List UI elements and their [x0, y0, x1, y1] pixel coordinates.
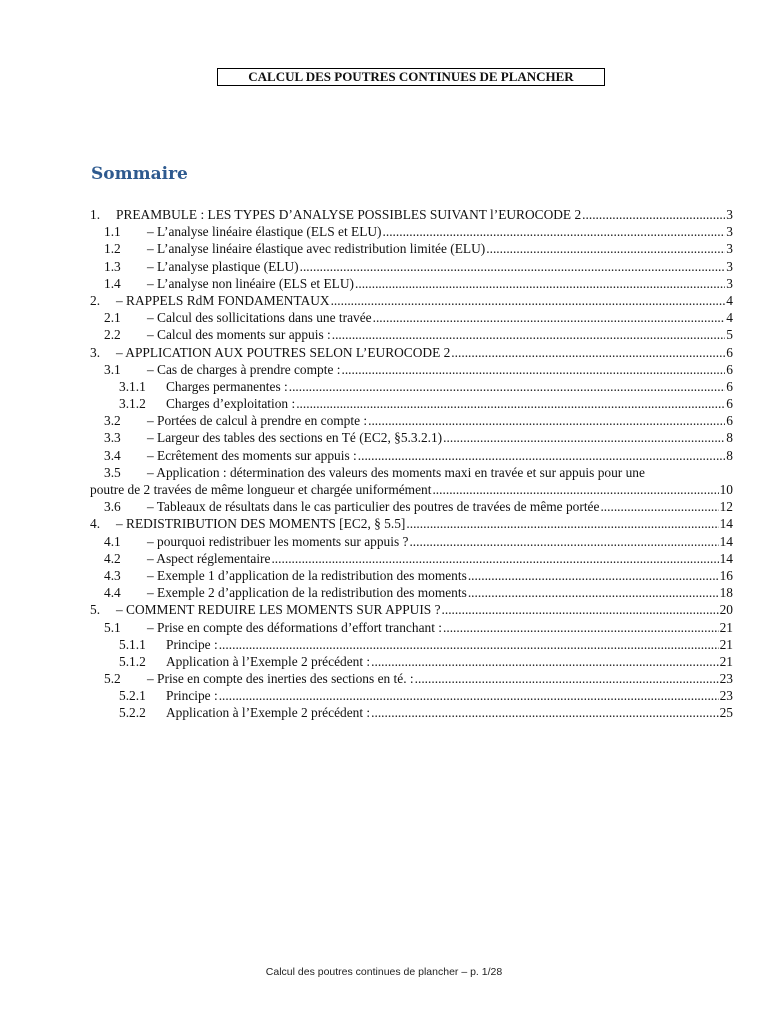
document-title: CALCUL DES POUTRES CONTINUES DE PLANCHER	[217, 68, 605, 86]
toc-dot-leader	[300, 258, 726, 275]
toc-entry-number: 2.	[90, 292, 101, 308]
toc-entry-number: 3.1.1	[119, 378, 146, 394]
toc-entry[interactable]	[90, 687, 733, 704]
toc-dot-leader	[331, 292, 726, 309]
toc-dot-leader	[415, 670, 719, 687]
toc-entry-text: PREAMBULE : LES TYPES D’ANALYSE POSSIBLES SUIVANT l’EUROCODE 2	[116, 207, 582, 222]
toc-entry[interactable]	[90, 309, 733, 326]
toc-dot-leader	[371, 653, 718, 670]
toc-dot-leader	[358, 447, 726, 464]
toc-entry[interactable]	[90, 550, 733, 567]
toc-dot-leader	[373, 309, 726, 326]
toc-entry-number: 4.3	[104, 567, 121, 583]
toc-entry[interactable]	[90, 704, 733, 721]
toc-entry-number: 3.1	[104, 361, 121, 377]
toc-entry-number: 5.1.1	[119, 636, 146, 652]
toc-entry[interactable]	[90, 361, 733, 378]
toc-dot-leader	[442, 601, 719, 618]
toc-entry-text: – Aspect réglementaire	[147, 550, 271, 566]
toc-dot-leader	[355, 275, 725, 292]
toc-entry-number: 3.	[90, 344, 101, 360]
toc-entry[interactable]	[90, 515, 733, 532]
toc-dot-leader	[486, 240, 725, 257]
toc-entry[interactable]	[90, 567, 733, 584]
toc-entry-number: 3.3	[104, 430, 121, 446]
toc-entry[interactable]	[90, 619, 733, 636]
toc-entry-text: – Prise en compte des déformations d’effort tranchant :	[147, 619, 442, 635]
toc-entry-text: – L’analyse linéaire élastique avec redistribution limitée (ELU)	[147, 241, 486, 257]
toc-dot-leader	[219, 636, 719, 653]
toc-entry-text: – pourquoi redistribuer les moments sur appuis ?	[147, 533, 409, 549]
toc-entry-page: 3	[726, 207, 733, 222]
toc-entry-number: 2.2	[104, 327, 121, 343]
toc-entry-page: 14	[719, 516, 733, 532]
toc-entry-number: 3.2	[104, 413, 121, 429]
toc-entry-text: – COMMENT REDUIRE LES MOMENTS SUR APPUIS ?	[116, 602, 441, 618]
toc-dot-leader	[383, 223, 726, 240]
toc-dot-leader	[271, 550, 718, 567]
toc-entry-page: 16	[719, 567, 733, 583]
toc-entry[interactable]	[90, 464, 733, 481]
toc-entry-text: – L’analyse plastique (ELU)	[147, 258, 299, 274]
toc-entry-number: 4.2	[104, 550, 121, 566]
toc-entry-number: 1.2	[104, 241, 121, 257]
toc-entry-number: 1.4	[104, 275, 121, 291]
toc-entry-page: 14	[719, 533, 733, 549]
toc-entry-text: – Largeur des tables des sections en Té (EC2, §5.3.2.1)	[147, 430, 443, 446]
toc-entry-page: 25	[719, 705, 733, 721]
toc-entry-text: Application à l’Exemple 2 précédent :	[166, 705, 371, 721]
toc-entry[interactable]	[90, 292, 733, 309]
toc-entry-text: – REDISTRIBUTION DES MOMENTS [EC2, § 5.5]	[116, 516, 406, 532]
toc-entry-page: 8	[726, 447, 733, 463]
toc-entry-text: Principe :	[166, 688, 218, 704]
toc-entry-number: 1.3	[104, 258, 121, 274]
toc-entry-text-continued: poutre de 2 travées de même longueur et chargée uniformément	[90, 482, 432, 497]
toc-entry-page: 3	[726, 241, 733, 257]
toc-entry-page: 3	[726, 258, 733, 274]
toc-entry-number: 4.	[90, 516, 101, 532]
toc-heading: Sommaire	[91, 164, 188, 184]
toc-dot-leader	[409, 533, 718, 550]
toc-entry-text: – Calcul des sollicitations dans une travée	[147, 310, 372, 326]
toc-dot-leader	[368, 412, 725, 429]
toc-entry[interactable]	[90, 378, 733, 395]
toc-entry[interactable]	[90, 670, 733, 687]
toc-entry-number: 1.1	[104, 224, 121, 240]
toc-entry-page: 6	[726, 378, 733, 394]
toc-entry-text: – RAPPELS RdM FONDAMENTAUX	[116, 292, 330, 308]
toc-entry-number: 3.6	[104, 499, 121, 515]
toc-dot-leader	[341, 361, 725, 378]
toc-entry[interactable]	[90, 240, 733, 257]
toc-dot-leader	[468, 584, 719, 601]
toc-entry-page: 21	[719, 653, 733, 669]
toc-entry-text: – Tableaux de résultats dans le cas particulier des poutres de travées de même portée	[147, 499, 600, 515]
toc-dot-leader	[219, 687, 719, 704]
toc-entry-page: 12	[719, 499, 733, 515]
toc-entry[interactable]	[90, 223, 733, 240]
toc-entry-page: 6	[726, 396, 733, 412]
toc-entry[interactable]	[90, 584, 733, 601]
toc-entry-number: 4.1	[104, 533, 121, 549]
toc-entry-page: 14	[719, 550, 733, 566]
toc-entry-page: 5	[726, 327, 733, 343]
toc-entry-text: Principe :	[166, 636, 218, 652]
table-of-contents	[90, 206, 733, 722]
toc-entry-number: 3.1.2	[119, 396, 146, 412]
page-footer: Calcul des poutres continues de plancher – p. 1/28	[265, 966, 503, 978]
toc-entry-text: – APPLICATION AUX POUTRES SELON L’EUROCODE 2	[116, 344, 451, 360]
toc-entry-number: 4.4	[104, 585, 121, 601]
toc-entry-text: – Cas de charges à prendre compte :	[147, 361, 341, 377]
toc-entry[interactable]	[90, 258, 733, 275]
toc-entry[interactable]	[90, 601, 733, 618]
toc-entry[interactable]	[90, 395, 733, 412]
toc-entry[interactable]	[90, 412, 733, 429]
toc-dot-leader	[432, 481, 718, 498]
toc-entry-page: 4	[726, 292, 733, 308]
toc-entry-page: 20	[719, 602, 733, 618]
toc-entry-page: 6	[726, 361, 733, 377]
toc-entry-number: 2.1	[104, 310, 121, 326]
toc-entry-text: – Calcul des moments sur appuis :	[147, 327, 331, 343]
toc-entry-text: Charges permanentes :	[166, 378, 288, 394]
toc-dot-leader	[600, 498, 718, 515]
toc-entry[interactable]	[90, 275, 733, 292]
toc-dot-leader	[296, 395, 725, 412]
toc-entry[interactable]	[90, 653, 733, 670]
toc-dot-leader	[582, 206, 725, 223]
toc-entry[interactable]	[90, 533, 733, 550]
toc-dot-leader	[468, 567, 719, 584]
toc-entry-number: 5.1.2	[119, 653, 146, 669]
toc-entry-text: – Application : détermination des valeurs des moments maxi en travée et sur appuis pour une	[147, 464, 645, 480]
toc-entry-page: 10	[719, 482, 733, 497]
toc-entry-number: 5.	[90, 602, 101, 618]
toc-entry-page: 23	[719, 688, 733, 704]
toc-entry-page: 21	[719, 636, 733, 652]
toc-entry-number: 5.1	[104, 619, 121, 635]
toc-entry-text: Charges d’exploitation :	[166, 396, 296, 412]
toc-entry-text: – Ecrêtement des moments sur appuis :	[147, 447, 357, 463]
toc-entry-page: 4	[726, 310, 733, 326]
toc-entry-number: 5.2.1	[119, 688, 146, 704]
toc-entry[interactable]	[90, 636, 733, 653]
toc-dot-leader	[443, 429, 725, 446]
toc-dot-leader	[443, 619, 719, 636]
toc-dot-leader	[371, 704, 718, 721]
toc-entry[interactable]	[90, 344, 733, 361]
toc-entry-text: – Portées de calcul à prendre en compte :	[147, 413, 368, 429]
toc-entry-page: 8	[726, 430, 733, 446]
toc-entry-continuation[interactable]	[90, 481, 733, 498]
toc-entry[interactable]	[90, 498, 733, 515]
toc-entry-text: Application à l’Exemple 2 précédent :	[166, 653, 371, 669]
toc-entry-page: 21	[719, 619, 733, 635]
toc-entry[interactable]	[90, 326, 733, 343]
toc-entry[interactable]	[90, 447, 733, 464]
toc-entry[interactable]	[90, 206, 733, 223]
toc-entry-number: 3.4	[104, 447, 121, 463]
toc-dot-leader	[451, 344, 725, 361]
toc-entry-text: – Exemple 2 d’application de la redistribution des moments	[147, 585, 467, 601]
toc-entry-page: 6	[726, 344, 733, 360]
toc-entry-text: – Prise en compte des inerties des sections en té. :	[147, 671, 414, 687]
toc-entry-text: – Exemple 1 d’application de la redistribution des moments	[147, 567, 467, 583]
toc-entry-number: 3.5	[104, 464, 121, 480]
toc-dot-leader	[406, 515, 718, 532]
toc-dot-leader	[289, 378, 726, 395]
toc-entry-page: 6	[726, 413, 733, 429]
toc-entry-number: 5.2.2	[119, 705, 146, 721]
toc-entry-text: – L’analyse linéaire élastique (ELS et ELU)	[147, 224, 382, 240]
toc-entry-page: 18	[719, 585, 733, 601]
toc-entry-page: 3	[726, 224, 733, 240]
toc-entry-number: 5.2	[104, 671, 121, 687]
toc-dot-leader	[332, 326, 726, 343]
toc-entry[interactable]	[90, 429, 733, 446]
toc-entry-page: 23	[719, 671, 733, 687]
toc-entry-number: 1.	[90, 207, 101, 222]
toc-entry-page: 3	[726, 275, 733, 291]
toc-entry-text: – L’analyse non linéaire (ELS et ELU)	[147, 275, 354, 291]
